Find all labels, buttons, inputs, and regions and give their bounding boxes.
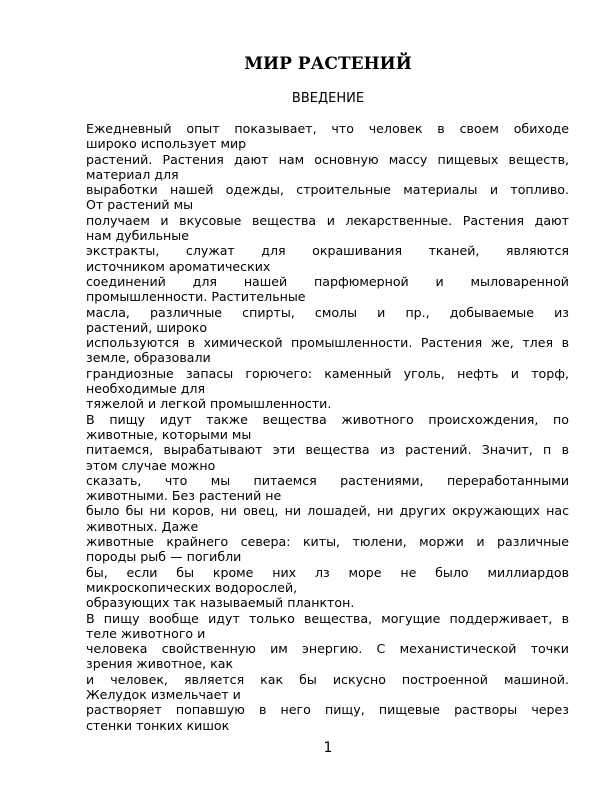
text-line: В пищу вообще идут только вещества, могущие поддерживает, в (86, 610, 569, 626)
text-line: бы, если бы кроме них лз море не было миллиардов (86, 564, 569, 580)
text-line: От растений мы (86, 197, 194, 213)
text-line: промышленности. Растительные (86, 289, 306, 305)
text-line: получаем и вкусовые вещества и лекарственные. Растения дают (86, 212, 569, 228)
text-line: нам дубильные (86, 228, 189, 244)
text-line: растений. Растения дают нам основную массу пищевых веществ, (86, 151, 569, 167)
text-line: человека свойственную им энергию. С механистической точки (86, 641, 569, 657)
text-line: сказать, что мы питаемся растениями, переработанными (86, 472, 569, 488)
text-line: растворяет попавшую в него пищу, пищевые растворы через (86, 702, 569, 718)
text-line: масла, различные спирты, смолы и пр., добываемые из (86, 304, 569, 320)
text-line: породы рыб — погибли (86, 549, 242, 565)
text-line: используются в химической промышленности. Растения же, тлея в (86, 335, 569, 351)
text-line: соединений для нашей парфюмерной и мыловаренной (86, 273, 569, 289)
text-line: материал для (86, 166, 179, 182)
text-line: и человек, является как бы искусно построенной машиной. (86, 671, 569, 687)
text-line: Желудок измельчает и (86, 686, 241, 702)
text-line: растений, широко (86, 319, 208, 335)
text-line: тяжелой и легкой промышленности. (86, 396, 332, 412)
text-line: Ежедневный опыт показывает, что человек в своем обиходе (86, 121, 569, 136)
page-number: 1 (323, 740, 333, 756)
text-line: этом случае можно (86, 457, 216, 473)
text-line: животных. Даже (86, 518, 199, 534)
text-line: В пищу идут также вещества животного происхождения, по (86, 411, 569, 427)
text-line: выработки нашей одежды, строительные материалы и топливо. (86, 182, 569, 198)
text-line: микроскопических водорослей, (86, 579, 298, 595)
text-line: экстракты, служат для окрашивания тканей, являются (86, 243, 569, 259)
text-line: стенки тонких кишок (86, 717, 230, 733)
body-text (86, 121, 569, 733)
text-line: питаемся, вырабатывают эти вещества из растений. Значит, п в (86, 442, 569, 458)
text-line: теле животного и (86, 625, 206, 641)
text-line: земле, образовали (86, 350, 211, 366)
text-line: зрения животное, как (86, 656, 234, 672)
text-line: было бы ни коров, ни овец, ни лошадей, ни других окружающих нас (86, 503, 569, 519)
text-line: грандиозные запасы горючего: каменный уголь, нефть и торф, (86, 365, 569, 381)
section-heading: ВВЕДЕНИЕ (291, 91, 365, 106)
text-line: необходимые для (86, 381, 206, 397)
text-line: животные, которыми мы (86, 426, 252, 442)
text-line: источником ароматических (86, 258, 271, 274)
text-line: животные крайнего севера: киты, тюлени, моржи и различные (86, 534, 569, 550)
text-line: широко использует мир (86, 136, 247, 152)
text-line: образующих так называемый планктон. (86, 595, 355, 611)
text-line: животными. Без растений не (86, 488, 282, 504)
document-title: МИР РАСТЕНИЙ (244, 54, 412, 74)
